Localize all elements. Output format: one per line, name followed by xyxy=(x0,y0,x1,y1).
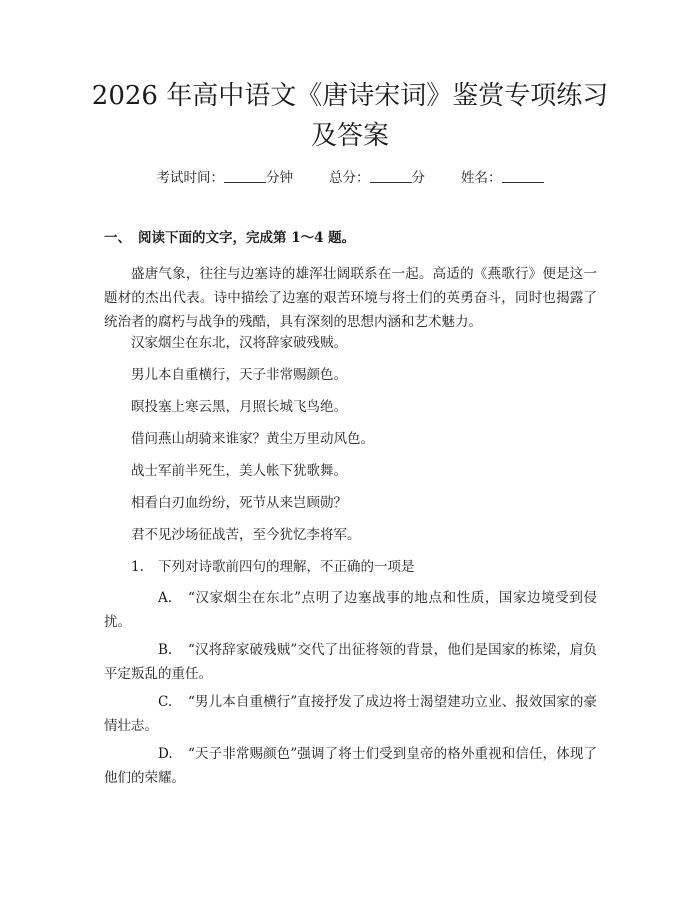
time-unit: 分钟 xyxy=(266,170,293,186)
question-number: 1. xyxy=(131,559,144,575)
option-letter: A. xyxy=(158,590,173,606)
time-label: 考试时间： xyxy=(156,170,224,186)
time-blank xyxy=(224,168,266,183)
title-line-1: 2026 年高中语文《唐诗宋词》鉴赏专项练习 xyxy=(91,81,609,111)
question-1 xyxy=(131,557,591,577)
option-text: “天子非常赐颜色”强调了将士们受到皇帝的格外重视和信任，体现了他们的荣耀。 xyxy=(104,746,597,786)
poem-line: 男儿本自重横行，天子非常赐颜色。 xyxy=(131,367,347,383)
poem-line: 战士军前半死生，美人帐下犹歌舞。 xyxy=(131,463,347,479)
title-line-2: 及答案 xyxy=(310,121,389,151)
poem-line: 汉家烟尘在东北，汉将辞家破残贼。 xyxy=(131,335,347,351)
option-c xyxy=(104,690,597,738)
option-text: “男儿本自重横行”直接抒发了成边将士渴望建功立业、报效国家的豪情壮志。 xyxy=(104,694,597,734)
poem-line: 相看白刃血纷纷，死节从来岂顾勋？ xyxy=(131,495,347,511)
option-letter: B. xyxy=(158,642,173,658)
score-blank xyxy=(370,168,412,183)
option-text: “汉将辞家破残贼”交代了出征将领的背景，他们是国家的栋梁，肩负平定叛乱的重任。 xyxy=(104,642,597,682)
page-title xyxy=(80,76,620,156)
poem-line: 君不见沙场征战苦，至今犹忆李将军。 xyxy=(131,527,361,543)
option-a xyxy=(104,586,597,634)
name-blank xyxy=(502,168,544,183)
name-label: 姓名： xyxy=(461,170,502,186)
option-letter: C. xyxy=(158,694,173,710)
question-text: 下列对诗歌前四句的理解，不正确的一项是 xyxy=(158,559,415,575)
intro-paragraph: 盛唐气象，往往与边塞诗的雄浑壮阔联系在一起。高适的《燕歌行》便是这一题材的杰出代表。诗中描绘了边塞的艰苦环境与将士们的英勇奋斗，同时也揭露了统治者的腐朽与战争的残酷，具有深刻的思想内涵和艺术魅力。 xyxy=(104,266,597,330)
option-letter: D. xyxy=(158,746,173,762)
option-d xyxy=(104,742,597,790)
poem-line: 暝投塞上寒云黑，月照长城飞鸟绝。 xyxy=(131,399,347,415)
score-label: 总分： xyxy=(329,170,370,186)
score-unit: 分 xyxy=(411,170,425,186)
option-text: “汉家烟尘在东北”点明了边塞战事的地点和性质，国家边境受到侵扰。 xyxy=(104,590,597,630)
section-heading xyxy=(104,228,624,248)
option-b xyxy=(104,638,597,686)
exam-meta xyxy=(0,168,700,188)
section-number: 一、 xyxy=(104,230,131,246)
poem-line: 借问燕山胡骑来谁家？黄尘万里动风色。 xyxy=(131,431,374,447)
section-heading-text: 阅读下面的文字，完成第 1～4 题。 xyxy=(138,230,356,246)
